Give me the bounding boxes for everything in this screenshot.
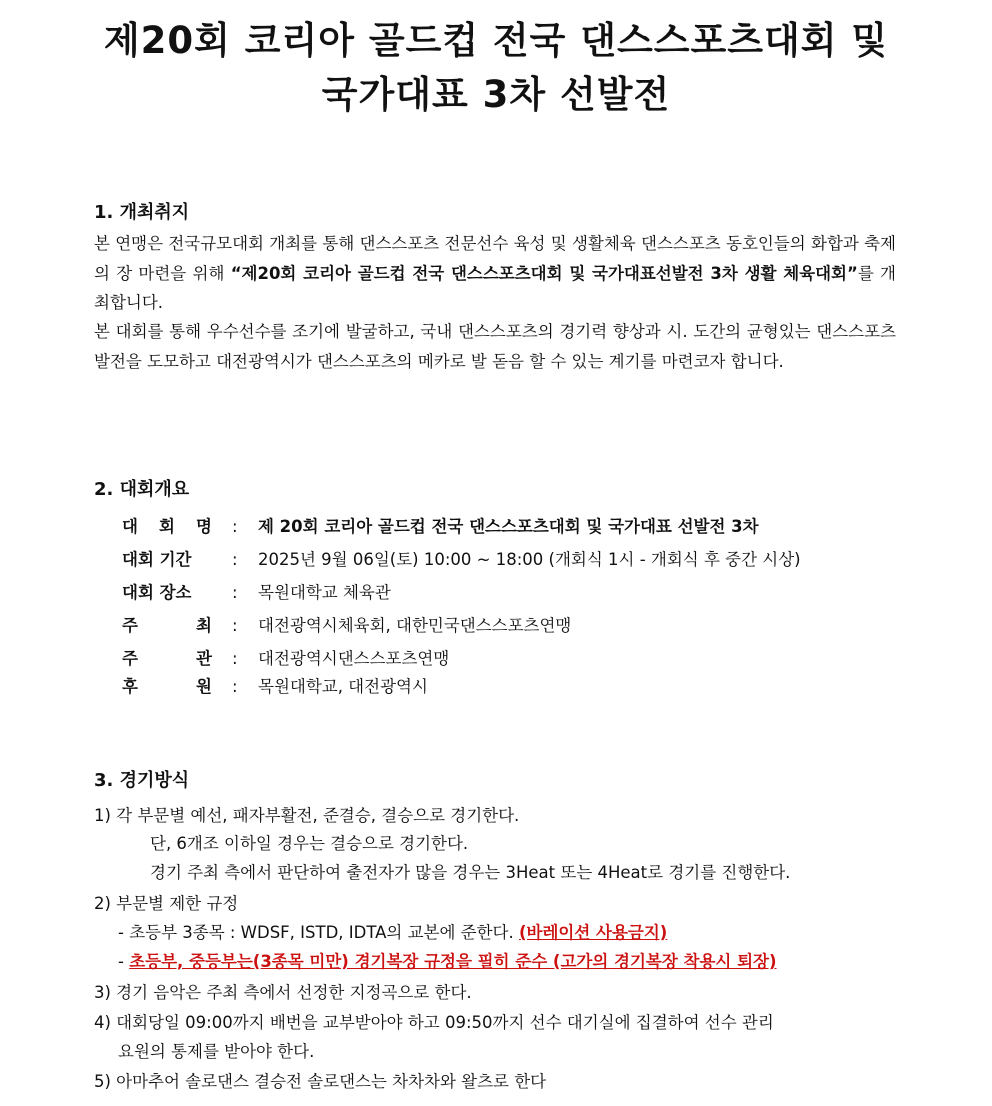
document-title-line2: 국가대표 3차 선발전 <box>321 73 671 116</box>
overview-row-host: 주 최 : 대전광역시체육회, 대한민국댄스스포츠연맹 <box>122 616 572 635</box>
rule-2-item-b: - 초등부, 중등부는(3종목 미만) 경기복장 규정을 필히 준수 (고가의 경기복장 착용시 퇴장) <box>118 952 777 971</box>
rule-1-note-b: 경기 주최 측에서 판단하여 출전자가 많을 경우는 3Heat 또는 4Heat로 경기를 진행한다. <box>150 863 791 882</box>
section1-paragraph1: 본 연맹은 전국규모대회 개최를 통해 댄스스포츠 전문선수 육성 및 생활체육 댄스스포츠 동호인들의 화합과 축제의 장 마련을 위해 “제20회 코리아 골드컵 전국 댄스스포츠대회 및 국가대표선발전 3차 생활 체육대회”를 개최합니다. <box>94 234 896 312</box>
variation-ban-note: (바레이션 사용금지) <box>518 923 668 942</box>
costume-rule-note: 초등부, 중등부는(3종목 미만) 경기복장 규정을 필히 준수 (고가의 경기복장 착용시 퇴장) <box>129 952 777 971</box>
rule-2-item-a: - 초등부 3종목 : WDSF, ISTD, IDTA의 교본에 준한다. (바레이션 사용금지) <box>118 923 668 942</box>
section2-heading: 2. 대회개요 <box>94 479 190 500</box>
section1-heading: 1. 개최취지 <box>94 202 190 223</box>
overview-row-venue: 대회 장소 : 목원대학교 체육관 <box>122 583 391 602</box>
rule-1-note-a: 단, 6개조 이하일 경우는 결승으로 경기한다. <box>150 834 469 853</box>
overview-row-name: 대 회 명 : 제 20회 코리아 골드컵 전국 댄스스포츠대회 및 국가대표 선발전 3차 <box>122 517 759 536</box>
rule-1: 1) 각 부문별 예선, 패자부활전, 준결승, 결승으로 경기한다. <box>94 806 520 825</box>
document-title-line1: 제20회 코리아 골드컵 전국 댄스스포츠대회 및 <box>103 19 889 62</box>
overview-row-period: 대회 기간 : 2025년 9월 06일(토) 10:00 ~ 18:00 (개회식 1시 - 개회식 후 중간 시상) <box>122 550 801 569</box>
overview-row-organizer: 주 관 : 대전광역시댄스스포츠연맹 <box>122 649 450 668</box>
rule-3: 3) 경기 음악은 주최 측에서 선정한 지정곡으로 한다. <box>94 983 472 1002</box>
rule-4-continued: 요원의 통제를 받아야 한다. <box>118 1042 315 1061</box>
rule-4: 4) 대회당일 09:00까지 배번을 교부받아야 하고 09:50까지 선수 대기실에 집결하여 선수 관리 <box>94 1013 774 1032</box>
rule-2: 2) 부문별 제한 규정 <box>94 894 239 913</box>
event-full-name: “제20회 코리아 골드컵 전국 댄스스포츠대회 및 국가대표선발전 3차 생활 체육대회” <box>230 263 858 283</box>
section1-paragraph2: 본 대회를 통해 우수선수를 조기에 발굴하고, 국내 댄스스포츠의 경기력 향상과 시. 도간의 균형있는 댄스스포츠 발전을 도모하고 대전광역시가 댄스스포츠의 메카로 발 돋음 할 수 있는 계기를 마련코자 합니다. <box>94 322 896 371</box>
section3-heading: 3. 경기방식 <box>94 770 190 791</box>
overview-row-sponsor: 후 원 : 목원대학교, 대전광역시 <box>122 677 428 696</box>
rule-5: 5) 아마추어 솔로댄스 결승전 솔로댄스는 차차차와 왈츠로 한다 <box>94 1072 547 1091</box>
